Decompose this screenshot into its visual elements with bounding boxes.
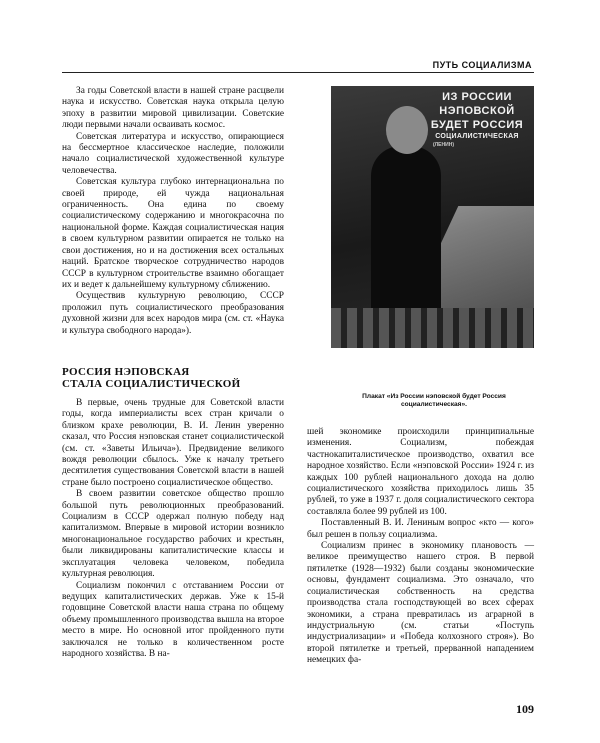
paragraph: Поставленный В. И. Лениным вопрос «кто — кого» был решен в пользу социализма. bbox=[307, 518, 534, 540]
poster-figure-head bbox=[386, 106, 428, 154]
section-title-line: СТАЛА СОЦИАЛИСТИЧЕСКОЙ bbox=[62, 378, 241, 390]
poster-factory-skyline bbox=[331, 308, 534, 348]
poster-text-line: БУДЕТ РОССИЯ bbox=[430, 119, 524, 131]
paragraph: шей экономике происходили принципиальные изменения. Социализм, побеждая частнокапиталистическое производство, охватил все народное хозяйство. Если «нэповской России» 1924 г. из каждых 100 рублей национального дохода на долю социалистического хозяйства приходилось лишь 35 рублей, то уже в 1937 г. доля социалистического сектора составляла более 99 рублей из 100. bbox=[307, 427, 534, 517]
section-title bbox=[62, 366, 292, 390]
poster-image bbox=[331, 86, 534, 348]
paragraph: Советская культура глубоко интернациональна по своей природе, ей чужда национальная ограниченность. Она едина по своему социалистическому содержанию и многокрасочна по национальной форме. Каждая социалистическая нация в своем культурном развитии опирается не только на свои достижения, но и на достижения всех остальных наций. Братское творческое сотрудничество народов СССР в культурном строительстве взаимно обогащает их и ведет к дальнейшему культурному сближению. bbox=[62, 177, 284, 290]
poster-text-line: НЭПОВСКОЙ bbox=[439, 105, 515, 117]
poster-text-line: СОЦИАЛИСТИЧЕСКАЯ bbox=[435, 133, 519, 140]
paragraph: В своем развитии советское общество прошло большой путь революционных преобразований. Социализм в СССР одержал полную победу над капитализмом. Впервые в мировой истории возникло многонациональное государство рабочих и крестьян, были ликвидированы капиталистические классы и эксплуатация человека человеком, победила культурная революция. bbox=[62, 489, 284, 580]
paragraph: Советская литература и искусство, опирающиеся на бессмертное классическое наследие, положили начало социалистической художественной культуре человечества. bbox=[62, 131, 284, 176]
paragraph: Социализм покончил с отставанием России от ведущих капиталистических держав. Уже к 15-й годовщине Советской власти наша страна по общему объему промышленного производства вышла на второе место в мире. Но основной итог пройденного пути заключался не только в количественном росте народного хозяйства. В на- bbox=[62, 580, 284, 659]
header-rule bbox=[62, 72, 534, 73]
paragraph: В первые, очень трудные для Советской власти годы, когда империалисты всех стран кричали о близком крахе революции, В. И. Ленин уверенно сказал, что Россия нэповская станет социалистической (см. ст. «Заветы Ильича»). Предвидение великого вождя революции сбылось. Уже к началу третьего десятилетия существования Советской власти в нашей стране было построено социалистическое общество. bbox=[62, 398, 284, 488]
poster-caption: Плакат «Из России нэповской будет Россия социалистическая». bbox=[362, 393, 506, 408]
paragraph: Осуществив культурную революцию, СССР проложил путь социалистического преобразования духовной жизни для всех народов мира (см. ст. «Наука и культура свободного народа»). bbox=[62, 291, 284, 336]
paragraph: Социализм принес в экономику плановость — великое преимущество нашего строя. В первой пятилетке (1928—1932) были созданы экономические основы, фундамент социализма. Это означало, что социалистическая собственность на средства производства стала господствующей во всех сферах экономики, а страна превратилась из аграрной в индустриальную (см. статьи «Поступь индустриализации» и «Победа колхозного строя»). Во второй пятилетке и третьей, прерванной нападением немецких фа- bbox=[307, 541, 534, 666]
poster-banner bbox=[425, 90, 529, 149]
section-title-line: РОССИЯ НЭПОВСКАЯ bbox=[62, 366, 190, 378]
poster-text-line: ИЗ РОССИИ bbox=[442, 91, 512, 103]
paragraph: За годы Советской власти в нашей стране расцвели наука и искусство. Советская наука открыла целую эпоху в развитии мировой цивилизации. Советские люди первыми начали осваивать космос. bbox=[62, 86, 284, 131]
page-number: 109 bbox=[516, 702, 534, 716]
poster-text-line: (ЛЕНИН) bbox=[433, 142, 454, 148]
left-column bbox=[62, 398, 284, 660]
intro-column bbox=[62, 86, 284, 337]
running-head: ПУТЬ СОЦИАЛИЗМА bbox=[432, 60, 532, 70]
right-column bbox=[307, 427, 534, 667]
